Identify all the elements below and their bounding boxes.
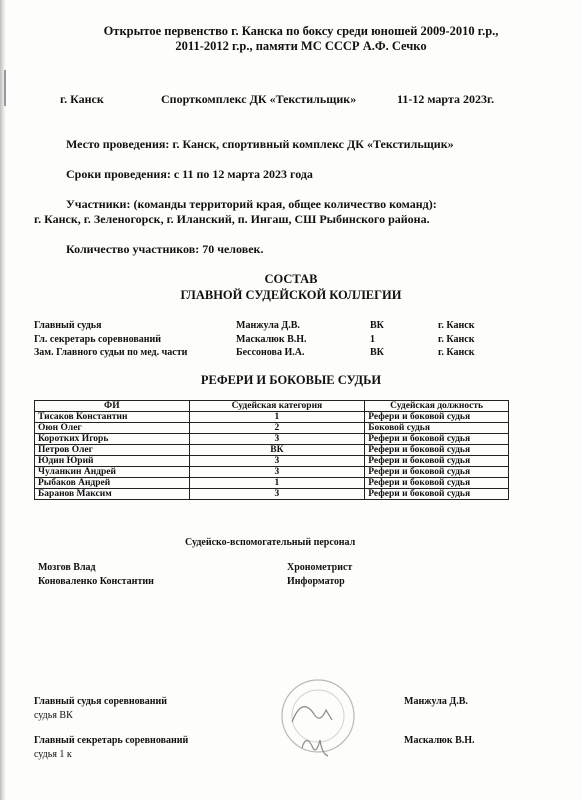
signature-scribble-2 [302,740,328,756]
document-title [20,24,582,54]
referees-table [34,400,509,500]
header-city: г. Канск [60,92,104,106]
referee-name: Тисаков Константин [35,412,190,423]
collegium-city: г. Канск [438,347,475,358]
referee-position: Рефери и боковой судья [365,434,509,445]
referee-name: Юдин Юрий [35,456,190,467]
referee-category: 3 [189,456,365,467]
signature-name: Манжула Д.В. [404,696,468,707]
collegium-city: г. Канск [438,334,475,345]
collegium-heading-2: ГЛАВНОЙ СУДЕЙСКОЙ КОЛЛЕГИИ [180,288,402,302]
referee-category: ВК [189,445,365,456]
signature-scribble-1 [292,707,332,722]
staff-role: Информатор [287,576,345,587]
referee-position: Рефери и боковой судья [365,456,509,467]
collegium-name: Бессонова И.А. [236,347,305,358]
column-header: ФИ [35,401,190,412]
collegium-name: Манжула Д.В. [236,320,300,331]
collegium-name: Маскалюк В.Н. [236,334,307,345]
referee-name: Коротких Игорь [35,434,190,445]
referee-name: Рыбаков Андрей [35,478,190,489]
referee-position: Рефери и боковой судья [365,489,509,500]
table-row [35,456,509,467]
scan-mark [4,70,6,106]
collegium-role: Главный судья [34,320,102,331]
referee-category: 1 [189,412,365,423]
collegium-role: Гл. секретарь соревнований [34,334,162,345]
signature-grade: судья ВК [34,710,73,721]
signature-title: Главный судья соревнований [34,696,168,707]
staff-name: Мозгов Влад [38,562,96,573]
column-header: Судейская категория [189,401,365,412]
table-header-row [35,401,509,412]
referee-name: Баранов Максим [35,489,190,500]
table-row [35,489,509,500]
stamp-inner-ring [292,690,344,742]
collegium-city: г. Канск [438,320,475,331]
referee-position: Рефери и боковой судья [365,445,509,456]
referee-position: Рефери и боковой судья [365,467,509,478]
referee-category: 3 [189,489,365,500]
table-row [35,423,509,434]
header-dates: 11-12 марта 2023г. [397,92,495,106]
signature-grade: судья 1 к [34,749,72,760]
table-row [35,412,509,423]
collegium-role: Зам. Главного судьи по мед. части [34,347,188,358]
referees-heading: РЕФЕРИ И БОКОВЫЕ СУДЬИ [200,373,382,387]
staff-name: Коноваленко Константин [38,576,154,587]
referee-name: Оюн Олег [35,423,190,434]
info-participants-line-1: Участники: (команды территорий края, общее количество команд): [66,197,437,211]
scan-edge-shadow [0,0,6,800]
table-row [35,478,509,489]
collegium-category: ВК [370,347,384,358]
staff-heading: Судейско-вспомогательный персонал [185,537,356,548]
info-period: Сроки проведения: с 11 по 12 марта 2023 года [66,167,313,181]
signature-name: Маскалюк В.Н. [404,735,475,746]
referee-category: 3 [189,434,365,445]
title-line-1: Открытое первенство г. Канска по боксу среди юношей 2009-2010 г.р., [103,24,499,38]
title-line-2: 2011-2012 г.р., памяти МС СССР А.Ф. Сечко [175,39,427,53]
staff-role: Хронометрист [287,562,353,573]
referee-category: 2 [189,423,365,434]
signature-title: Главный секретарь соревнований [34,735,189,746]
referee-position: Рефери и боковой судья [365,478,509,489]
collegium-category: 1 [370,334,375,345]
referee-name: Петров Олег [35,445,190,456]
table-row [35,434,509,445]
stamp-outer-ring [282,680,354,752]
info-place: Место проведения: г. Канск, спортивный комплекс ДК «Текстильщик» [66,137,454,151]
referee-position: Боковой судья [365,423,509,434]
referee-name: Чуланкин Андрей [35,467,190,478]
referee-category: 1 [189,478,365,489]
header-venue: Спорткомплекс ДК «Текстильщик» [161,92,357,106]
official-stamp [268,672,378,782]
referee-category: 3 [189,467,365,478]
column-header: Судейская должность [365,401,509,412]
collegium-category: ВК [370,320,384,331]
table-row [35,445,509,456]
collegium-heading-1: СОСТАВ [264,272,318,286]
info-participants-line-2: г. Канск, г. Зеленогорск, г. Иланский, п. Ингаш, СШ Рыбинского района. [34,212,430,226]
table-row [35,467,509,478]
info-count: Количество участников: 70 человек. [66,242,264,256]
referee-position: Рефери и боковой судья [365,412,509,423]
